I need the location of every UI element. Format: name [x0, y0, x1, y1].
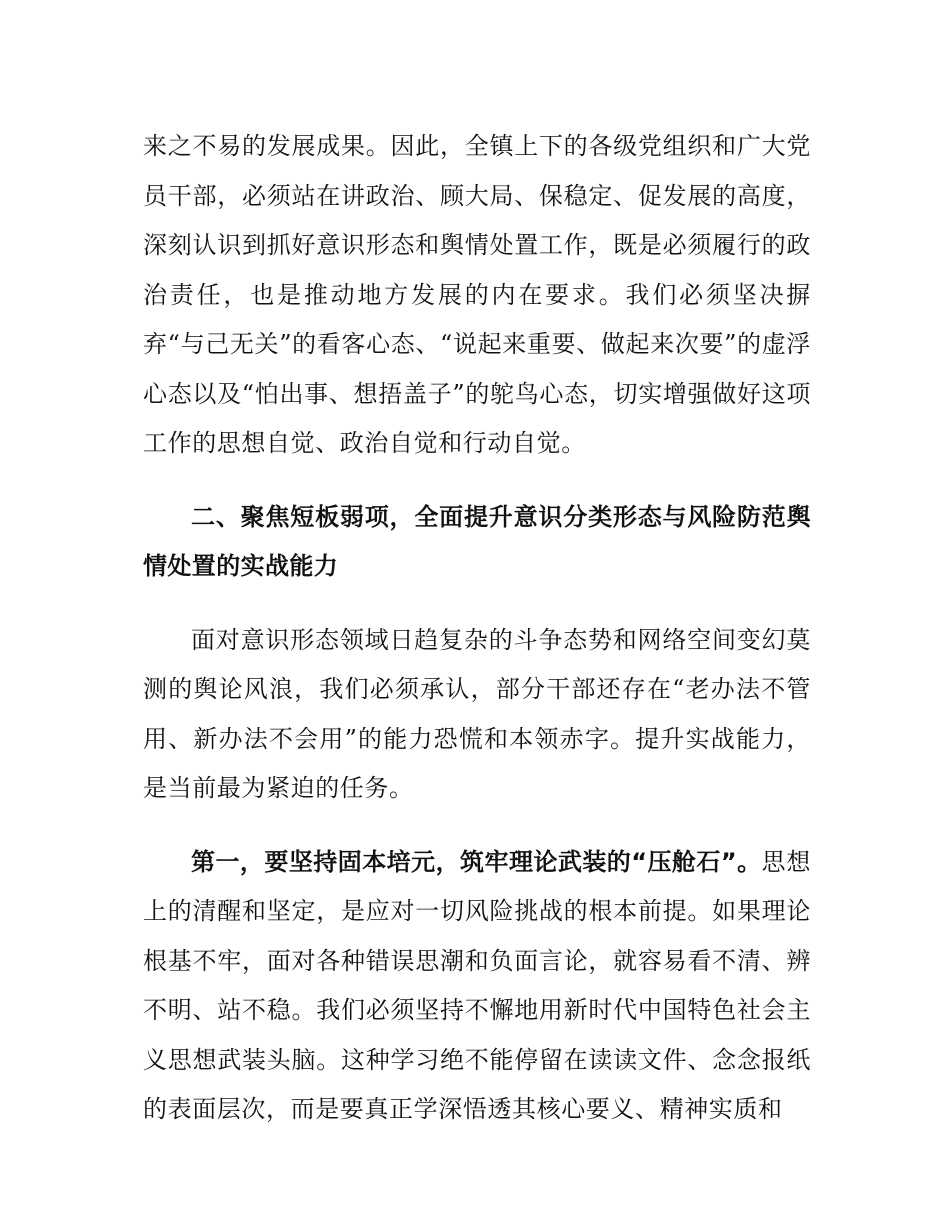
paragraph-capability-intro: 面对意识形态领域日趋复杂的斗争态势和网络空间变幻莫测的舆论风浪，我们必须承认，部分干部还存在“老办法不管用、新办法不会用”的能力恐慌和本领赤字。提升实战能力，是当前最为紧迫的任务。	[143, 625, 811, 802]
section-heading-2: 二、聚焦短板弱项，全面提升意识分类形态与风险防范舆情处置的实战能力	[143, 502, 811, 580]
first-point-body: 思想上的清醒和坚定，是应对一切风险挑战的根本前提。如果理论根基不牢，面对各种错误思潮和负面言论，就容易看不清、辨不明、站不稳。我们必须坚持不懈地用新时代中国特色社会主义思想武装头脑。这种学习绝不能停留在读读文件、念念报纸的表面层次，而是要真正学深悟透其核心要义、精神实质和	[143, 847, 811, 1123]
first-point-lead: 第一，要坚持固本培元，筑牢理论武装的“压舱石”。	[191, 847, 762, 876]
paragraph-first-point	[143, 838, 811, 1135]
paragraph-continuation: 来之不易的发展成果。因此，全镇上下的各级党组织和广大党员干部，必须站在讲政治、顾大局、保稳定、促发展的高度，深刻认识到抓好意识形态和舆情处置工作，既是必须履行的政治责任，也是推动地方发展的内在要求。我们必须坚决摒弃“与己无关”的看客心态、“说起来重要、做起来次要”的虚浮心态以及“怕出事、想捂盖子”的鸵鸟心态，切实增强做好这项工作的思想自觉、政治自觉和行动自觉。	[143, 132, 811, 457]
document-body	[143, 122, 811, 1135]
